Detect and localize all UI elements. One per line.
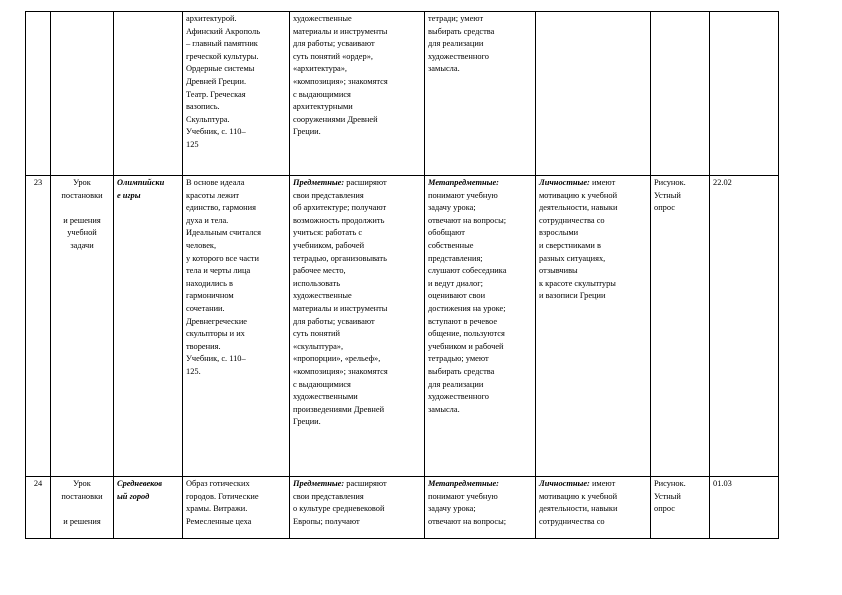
table-row <box>26 12 779 176</box>
meta-results-line: художественного <box>428 392 489 402</box>
meta-results-line: отвечают на вопросы; <box>428 215 507 225</box>
subject-results-line: сооружениями Древней <box>293 114 378 124</box>
lesson-type-line: постановки <box>61 190 103 200</box>
personal-results-line: мотивацию к учебной <box>539 190 618 200</box>
lesson-topic-line: е игры <box>117 190 141 200</box>
control-form-cell <box>651 176 710 477</box>
lesson-content-line: единство, гармония <box>186 203 256 213</box>
personal-results-line: сотрудничества со <box>539 215 605 225</box>
lesson-topic-line: Олимпийски <box>117 178 165 187</box>
lesson-content-line: у которого все части <box>186 253 259 263</box>
lesson-content-line: храмы. Витражи. <box>186 504 248 514</box>
control-form-line: Рисунок. <box>654 178 686 187</box>
lesson-type-line: постановки <box>61 491 103 501</box>
meta-results-line: обобщают <box>428 228 465 238</box>
meta-results-line: выбирать средства <box>428 366 495 376</box>
personal-results-line: мотивацию к учебной <box>539 491 618 501</box>
meta-results-cell <box>425 176 536 477</box>
personal-results-cell <box>536 477 651 539</box>
table-row <box>26 477 779 539</box>
subject-results-line: художественные <box>293 14 352 23</box>
meta-results-line: достижения на уроке; <box>428 303 506 313</box>
date-cell <box>710 12 779 176</box>
lesson-content-line: Учебник, с. 110– <box>186 127 246 137</box>
lesson-content-cell <box>183 477 290 539</box>
subject-results-cell <box>290 12 425 176</box>
subject-results-line: рабочее место, <box>293 266 346 276</box>
lesson-content-line: Ремесленные цеха <box>186 516 252 526</box>
lesson-content-line: сочетании. <box>186 303 225 313</box>
lesson-content-cell <box>183 176 290 477</box>
subject-results-line: художественные <box>293 291 352 301</box>
lesson-topic-line: Средневеков <box>117 479 163 488</box>
lesson-type-cell <box>51 477 114 539</box>
lesson-topic-line: ый город <box>117 491 150 501</box>
lesson-type-line: Урок <box>73 479 91 488</box>
meta-results-line: собственные <box>428 240 474 250</box>
lesson-content-line: тела и черты лица <box>186 266 251 276</box>
subject-results-line: расширяют <box>344 178 387 187</box>
subject-results-cell <box>290 477 425 539</box>
lesson-date: 01.03 <box>713 479 732 488</box>
subject-results-label: Предметные: <box>293 178 345 187</box>
meta-results-line: понимают учебную <box>428 190 498 200</box>
lesson-content-line: Древнегреческие <box>186 316 248 326</box>
lesson-number: 23 <box>33 178 43 187</box>
subject-results-line: суть понятий «ордер», <box>293 51 373 61</box>
meta-results-line: тетрадью; умеют <box>428 354 489 364</box>
subject-results-line: учебником, рабочей <box>293 240 365 250</box>
meta-results-line: для реализации <box>428 39 484 49</box>
meta-results-line: художественного <box>428 51 489 61</box>
personal-results-label: Личностные: <box>539 178 590 187</box>
date-cell <box>710 477 779 539</box>
personal-results-line: деятельности, навыки <box>539 504 618 514</box>
meta-results-line: для реализации <box>428 379 484 389</box>
personal-results-line: и вазописи Греции <box>539 291 606 301</box>
lesson-content-line: Идеальным считался <box>186 228 261 238</box>
subject-results-line: «архитектура», <box>293 64 348 74</box>
subject-results-line: с выдающимися <box>293 89 351 99</box>
lesson-type-line: задачи <box>70 240 94 250</box>
subject-results-line: свои представления <box>293 190 364 200</box>
meta-results-line: общение, пользуются <box>428 329 505 339</box>
lesson-content-line: Скульптура. <box>186 114 230 124</box>
personal-results-cell <box>536 12 651 176</box>
personal-results-line: имеют <box>589 479 616 488</box>
control-form-line: Рисунок. <box>654 479 686 488</box>
lesson-content-line: гармоничном <box>186 291 234 301</box>
lesson-content-line: В основе идеала <box>186 178 245 187</box>
meta-results-line: оценивают свои <box>428 291 486 301</box>
personal-results-line: отзывчивы <box>539 266 578 276</box>
lesson-content-line: Древней Греции. <box>186 76 247 86</box>
lesson-type-line: и решения <box>63 215 101 225</box>
date-cell <box>710 176 779 477</box>
lesson-number-cell <box>26 176 51 477</box>
lesson-topic-cell <box>114 477 183 539</box>
subject-results-line: «композиция»; знакомятся <box>293 366 388 376</box>
subject-results-line: для работы; усваивают <box>293 39 375 49</box>
subject-results-line: «скульптура», <box>293 341 344 351</box>
lesson-plan-table <box>25 11 779 539</box>
subject-results-line: материалы и инструменты <box>293 303 388 313</box>
meta-results-line: вступают в речевое <box>428 316 498 326</box>
personal-results-line: разных ситуациях, <box>539 253 606 263</box>
personal-results-label: Личностные: <box>539 479 590 488</box>
meta-results-label: Метапредметные: <box>428 479 499 488</box>
lesson-content-line: греческой культуры. <box>186 51 259 61</box>
lesson-content-cell <box>183 12 290 176</box>
control-form-cell <box>651 12 710 176</box>
table-row <box>26 176 779 477</box>
lesson-topic-cell <box>114 176 183 477</box>
personal-results-line: взрослыми <box>539 228 579 238</box>
control-form-line: Устный <box>654 190 681 200</box>
lesson-type-cell <box>51 12 114 176</box>
meta-results-line: замысла. <box>428 64 460 74</box>
lesson-topic-cell <box>114 12 183 176</box>
lesson-content-line: – главный памятник <box>186 39 258 49</box>
subject-results-cell <box>290 176 425 477</box>
meta-results-line: представления; <box>428 253 483 263</box>
subject-results-line: материалы и инструменты <box>293 26 388 36</box>
lesson-content-line: скульпторы и их <box>186 329 245 339</box>
lesson-content-line: 125 <box>186 139 199 149</box>
meta-results-line: учебником и рабочей <box>428 341 504 351</box>
meta-results-label: Метапредметные: <box>428 178 499 187</box>
control-form-cell <box>651 477 710 539</box>
subject-results-line: архитектурными <box>293 102 353 112</box>
subject-results-line: возможность продолжить <box>293 215 385 225</box>
subject-results-label: Предметные: <box>293 479 345 488</box>
lesson-type-cell <box>51 176 114 477</box>
subject-results-line: учиться: работать с <box>293 228 363 238</box>
subject-results-line: художественными <box>293 392 358 402</box>
lesson-content-line: 125. <box>186 366 201 376</box>
subject-results-line: расширяют <box>344 479 387 488</box>
personal-results-line: имеют <box>589 178 616 187</box>
lesson-content-line: Театр. Греческая <box>186 89 246 99</box>
lesson-type-line: и решения <box>63 516 101 526</box>
subject-results-line: тетрадью, организовывать <box>293 253 387 263</box>
control-form-line: опрос <box>654 203 675 213</box>
lesson-content-line: находились в <box>186 278 234 288</box>
meta-results-cell <box>425 12 536 176</box>
lesson-type-line: учебной <box>67 228 97 238</box>
lesson-number: 24 <box>33 479 43 488</box>
subject-results-line: произведениями Древней <box>293 404 385 414</box>
lesson-content-line: Ордерные системы <box>186 64 255 74</box>
subject-results-line: «пропорции», «рельеф», <box>293 354 381 364</box>
meta-results-cell <box>425 477 536 539</box>
personal-results-line: деятельности, навыки <box>539 203 618 213</box>
personal-results-cell <box>536 176 651 477</box>
control-form-line: опрос <box>654 504 675 514</box>
subject-results-line: суть понятий <box>293 329 340 339</box>
lesson-content-line: творения. <box>186 341 221 351</box>
meta-results-line: задачу урока; <box>428 504 476 514</box>
meta-results-line: и ведут диалог; <box>428 278 483 288</box>
personal-results-line: и сверстниками в <box>539 240 601 250</box>
personal-results-line: сотрудничества со <box>539 516 605 526</box>
lesson-content-line: вазопись. <box>186 102 220 112</box>
lesson-content-line: Учебник, с. 110– <box>186 354 246 364</box>
lesson-content-line: человек, <box>186 240 217 250</box>
lesson-content-line: красоты лежит <box>186 190 239 200</box>
subject-results-line: Европы; получают <box>293 516 360 526</box>
lesson-type-line: Урок <box>73 178 91 187</box>
lesson-number-cell <box>26 12 51 176</box>
lesson-number-cell <box>26 477 51 539</box>
meta-results-line: выбирать средства <box>428 26 495 36</box>
meta-results-line: замысла. <box>428 404 460 414</box>
lesson-content-line: Афинский Акрополь <box>186 26 261 36</box>
meta-results-line: слушают собеседника <box>428 266 507 276</box>
personal-results-line: к красоте скульптуры <box>539 278 616 288</box>
subject-results-line: свои представления <box>293 491 364 501</box>
subject-results-line: для работы; усваивают <box>293 316 375 326</box>
control-form-line: Устный <box>654 491 681 501</box>
meta-results-line: понимают учебную <box>428 491 498 501</box>
lesson-content-line: духа и тела. <box>186 215 229 225</box>
subject-results-line: Греции. <box>293 417 321 427</box>
meta-results-line: тетради; умеют <box>428 14 484 23</box>
lesson-date: 22.02 <box>713 178 732 187</box>
lesson-content-line: Образ готических <box>186 479 250 488</box>
subject-results-line: об архитектуре; получают <box>293 203 387 213</box>
subject-results-line: «композиция»; знакомятся <box>293 76 388 86</box>
lesson-content-line: городов. Готические <box>186 491 259 501</box>
subject-results-line: использовать <box>293 278 341 288</box>
meta-results-line: отвечают на вопросы; <box>428 516 507 526</box>
subject-results-line: с выдающимися <box>293 379 351 389</box>
meta-results-line: задачу урока; <box>428 203 476 213</box>
lesson-content-line: архитектурой. <box>186 14 237 23</box>
subject-results-line: о культуре средневековой <box>293 504 385 514</box>
subject-results-line: Греции. <box>293 127 321 137</box>
